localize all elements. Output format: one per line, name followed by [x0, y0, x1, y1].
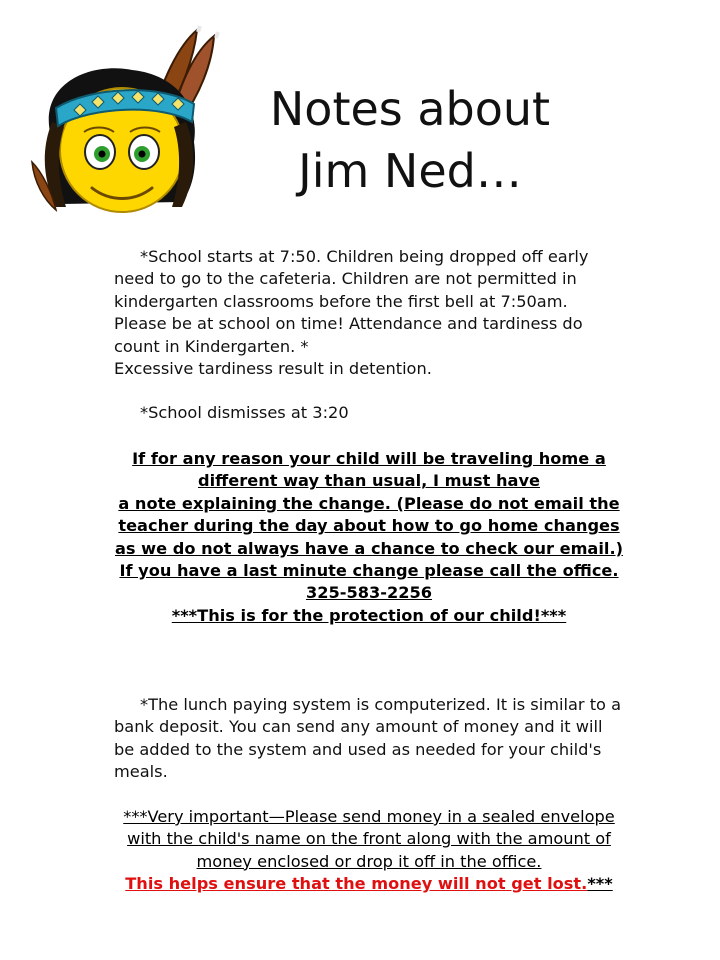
start-times-paragraph — [114, 246, 624, 380]
notice-line-3: a note explaining the change. (Please do not email the teacher during the day about how to go home changes as we do not always have a chance to check our email.) — [114, 493, 624, 558]
protection-text: ***This is for the protection of our child!*** — [171, 605, 567, 625]
title-line-2: Jim Ned… — [298, 144, 522, 198]
title-line-1: Notes about — [269, 82, 551, 136]
office-phone: 325-583-2256 — [305, 583, 433, 603]
end-stars: *** — [587, 874, 613, 894]
mascot-icon — [22, 22, 222, 232]
page-title — [255, 78, 565, 202]
important-notice — [110, 806, 628, 896]
dismissal-paragraph — [114, 402, 624, 424]
start-times-text: *School starts at 7:50. Children being dropped off early need to go to the cafeteria. Children are not permitted in kindergarten classrooms before the first bell at 7:50am. Please be at school on time! Attendance and tardiness do count in Kindergarten. * — [114, 247, 589, 356]
notice-line-4: If you have a last minute change please call the office. — [119, 561, 619, 581]
lunch-paragraph — [114, 694, 624, 784]
warning-text: This helps ensure that the money will not get lost. — [125, 874, 588, 894]
dismissal-text: *School dismisses at 3:20 — [140, 403, 349, 422]
notice-line-2: different way than usual, I must have — [198, 471, 540, 491]
lunch-text: *The lunch paying system is computerized. It is similar to a bank deposit. You can send any amount of money and it will be added to the system and used as needed for your child's meals. — [114, 695, 622, 782]
transportation-notice — [110, 448, 628, 627]
notice-line-1: If for any reason your child will be traveling home a — [132, 449, 606, 468]
tardiness-text: Excessive tardiness result in detention. — [114, 359, 432, 379]
important-text: ***Very important—Please send money in a sealed envelope with the child's name on the front along with the amount of money enclosed or drop it off in the office. — [123, 807, 615, 871]
